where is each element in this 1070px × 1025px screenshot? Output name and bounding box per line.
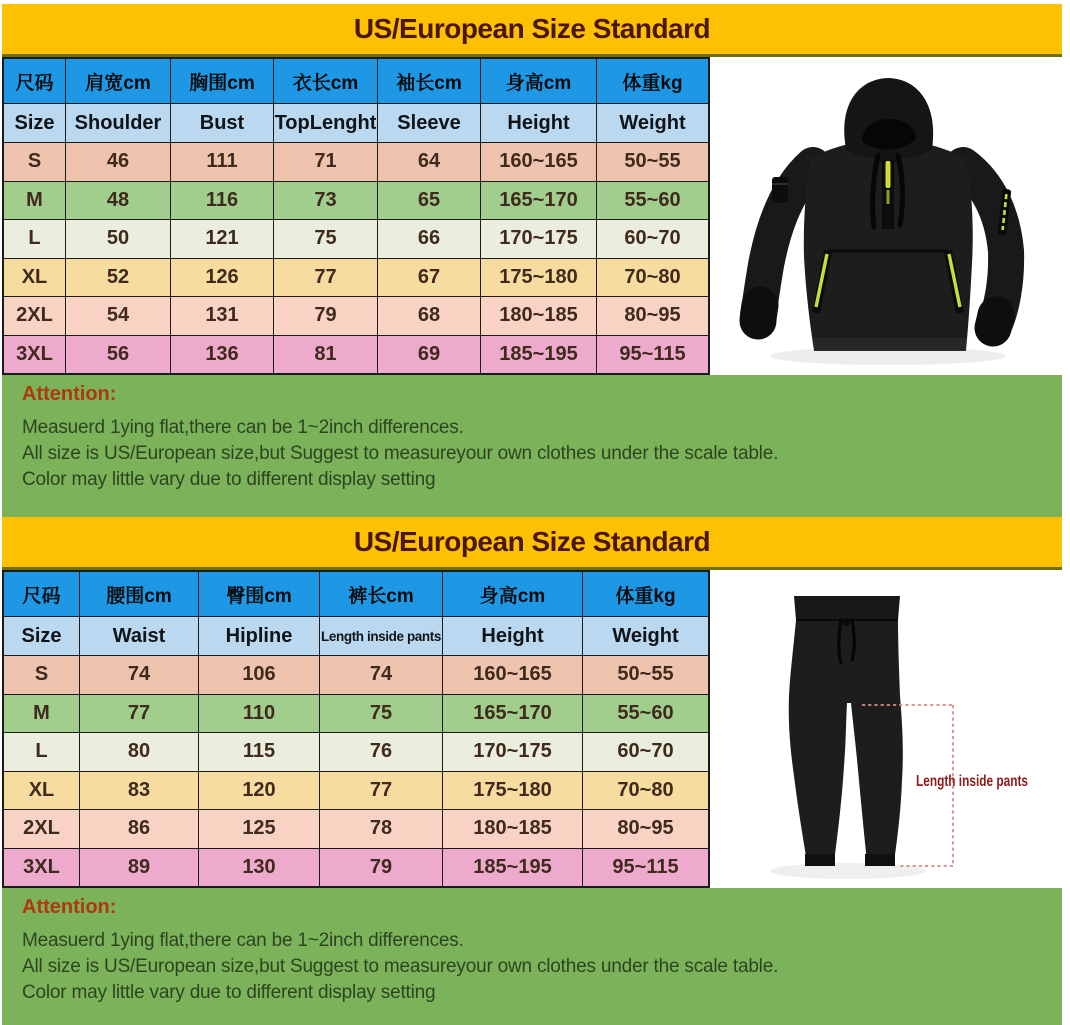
banner-bottom (2, 517, 1062, 570)
pants-product-image (710, 570, 1062, 888)
table-cell: 74 (320, 656, 443, 694)
header-cell: Bust (171, 104, 274, 142)
hoodie-row-3xl (4, 336, 708, 374)
pants-size-table (2, 570, 710, 888)
table-cell: 77 (320, 772, 443, 810)
header-cell: 体重kg (615, 585, 676, 607)
table-cell: 60~70 (624, 227, 681, 250)
table-cell: 86 (80, 810, 199, 848)
table-cell: 185~195 (481, 336, 597, 374)
header-cell: 腰围cm (80, 572, 199, 616)
table-cell: 160~165 (481, 143, 597, 181)
table-cell: 80 (80, 733, 199, 771)
header-cell: Weight (619, 111, 686, 134)
hoodie-row-m (4, 182, 708, 221)
table-cell: 71 (274, 143, 378, 181)
hoodie-table-header-en (4, 104, 708, 143)
attention-line: Measuerd 1ying flat,there can be 1~2inch differences. (22, 417, 464, 438)
table-cell: 52 (66, 259, 171, 297)
table-cell: 68 (378, 297, 481, 335)
table-cell: 70~80 (617, 778, 674, 801)
table-cell: 165~170 (481, 182, 597, 220)
table-cell: 79 (320, 849, 443, 887)
header-cell: 身高cm (443, 572, 583, 616)
table-cell: 54 (66, 297, 171, 335)
header-cell: Waist (80, 617, 199, 655)
table-cell: 48 (66, 182, 171, 220)
table-cell: 77 (80, 695, 199, 733)
table-cell: 64 (378, 143, 481, 181)
table-cell: 73 (274, 182, 378, 220)
table-cell: 69 (378, 336, 481, 374)
pants-row-s (4, 656, 708, 695)
pants-row-xl (4, 772, 708, 811)
table-cell: 116 (171, 182, 274, 220)
header-cell: Height (481, 104, 597, 142)
table-cell: 95~115 (619, 342, 686, 365)
hoodie-illustration (710, 57, 1062, 375)
header-cell: Size (4, 104, 66, 142)
table-cell: 79 (274, 297, 378, 335)
header-cell: 体重kg (622, 72, 683, 94)
hoodie-table-header-cn (4, 59, 708, 104)
attention-line: Color may little vary due to different display setting (22, 469, 436, 490)
hoodie-product-image (710, 57, 1062, 375)
table-cell: 136 (171, 336, 274, 374)
pants-row-l (4, 733, 708, 772)
size-cell: M (4, 695, 80, 733)
pants-row-2xl (4, 810, 708, 849)
header-cell: 袖长cm (378, 59, 481, 103)
table-cell: 81 (274, 336, 378, 374)
table-cell: 55~60 (617, 701, 674, 724)
table-cell: 78 (320, 810, 443, 848)
header-cell: Height (443, 617, 583, 655)
table-cell: 130 (199, 849, 320, 887)
table-cell: 66 (378, 220, 481, 258)
table-cell: 77 (274, 259, 378, 297)
pants-table-header-cn (4, 572, 708, 617)
attention-line: Color may little vary due to different display setting (22, 982, 436, 1003)
table-cell: 46 (66, 143, 171, 181)
table-cell: 50 (66, 220, 171, 258)
size-cell: S (4, 656, 80, 694)
header-cell: 肩宽cm (66, 59, 171, 103)
size-cell: 3XL (4, 849, 80, 887)
table-cell: 80~95 (624, 304, 681, 327)
hoodie-row-xl (4, 259, 708, 298)
table-cell: 106 (199, 656, 320, 694)
table-cell: 111 (171, 143, 274, 181)
size-cell: 3XL (4, 336, 66, 374)
table-cell: 76 (320, 733, 443, 771)
table-cell: 60~70 (617, 740, 674, 763)
table-cell: 74 (80, 656, 199, 694)
size-cell: M (4, 182, 66, 220)
header-cell: Hipline (199, 617, 320, 655)
header-cell: 尺码 (4, 59, 66, 103)
table-cell: 180~185 (481, 297, 597, 335)
hoodie-row-s (4, 143, 708, 182)
hoodie-size-table (2, 57, 710, 375)
header-cell: TopLenght (274, 104, 378, 142)
table-cell: 170~175 (443, 733, 583, 771)
header-cell: Size (4, 617, 80, 655)
attention-line: Measuerd 1ying flat,there can be 1~2inch differences. (22, 930, 464, 951)
banner-top (2, 4, 1062, 57)
attention-heading: Attention: (22, 383, 117, 405)
table-cell: 170~175 (481, 220, 597, 258)
header-cell: Weight (612, 624, 679, 647)
table-cell: 131 (171, 297, 274, 335)
table-cell: 121 (171, 220, 274, 258)
table-cell: 55~60 (624, 188, 681, 211)
table-cell: 175~180 (443, 772, 583, 810)
size-cell: 2XL (4, 297, 66, 335)
table-cell: 115 (199, 733, 320, 771)
size-cell: S (4, 143, 66, 181)
table-cell: 65 (378, 182, 481, 220)
size-cell: L (4, 733, 80, 771)
table-cell: 120 (199, 772, 320, 810)
table-cell: 67 (378, 259, 481, 297)
attention-line: All size is US/European size,but Suggest to measureyour own clothes under the scale table. (22, 443, 779, 464)
table-cell: 75 (274, 220, 378, 258)
table-cell: 50~55 (617, 663, 674, 686)
size-cell: XL (4, 772, 80, 810)
header-cell: Length inside pants (320, 617, 443, 655)
table-cell: 56 (66, 336, 171, 374)
table-cell: 75 (320, 695, 443, 733)
table-cell: 83 (80, 772, 199, 810)
pants-table-header-en (4, 617, 708, 656)
header-cell: 臀围cm (199, 572, 320, 616)
header-cell: 裤长cm (320, 572, 443, 616)
hoodie-row-l (4, 220, 708, 259)
header-cell: 尺码 (4, 572, 80, 616)
header-cell: 身高cm (481, 59, 597, 103)
table-cell: 160~165 (443, 656, 583, 694)
header-cell: Sleeve (378, 104, 481, 142)
header-cell: Shoulder (66, 104, 171, 142)
table-cell: 180~185 (443, 810, 583, 848)
size-cell: L (4, 220, 66, 258)
attention-line: All size is US/European size,but Suggest to measureyour own clothes under the scale table. (22, 956, 779, 977)
table-cell: 70~80 (624, 265, 681, 288)
table-cell: 125 (199, 810, 320, 848)
page-title: US/European Size Standard (353, 13, 711, 44)
attention-heading: Attention: (22, 896, 117, 918)
attention-section-bottom (2, 888, 1062, 1025)
table-cell: 50~55 (624, 150, 681, 173)
pants-illustration (710, 570, 1062, 888)
hoodie-row-2xl (4, 297, 708, 336)
pants-length-label: Length inside pants (916, 773, 1029, 790)
table-cell: 110 (199, 695, 320, 733)
table-cell: 126 (171, 259, 274, 297)
attention-section-top (2, 375, 1062, 517)
table-cell: 80~95 (617, 817, 674, 840)
table-cell: 185~195 (443, 849, 583, 887)
table-cell: 165~170 (443, 695, 583, 733)
page-title: US/European Size Standard (353, 526, 711, 557)
table-cell: 89 (80, 849, 199, 887)
table-cell: 175~180 (481, 259, 597, 297)
size-cell: XL (4, 259, 66, 297)
size-cell: 2XL (4, 810, 80, 848)
pants-row-3xl (4, 849, 708, 887)
header-cell: 衣长cm (274, 59, 378, 103)
table-cell: 95~115 (612, 855, 679, 878)
header-cell: 胸围cm (171, 59, 274, 103)
pants-row-m (4, 695, 708, 734)
